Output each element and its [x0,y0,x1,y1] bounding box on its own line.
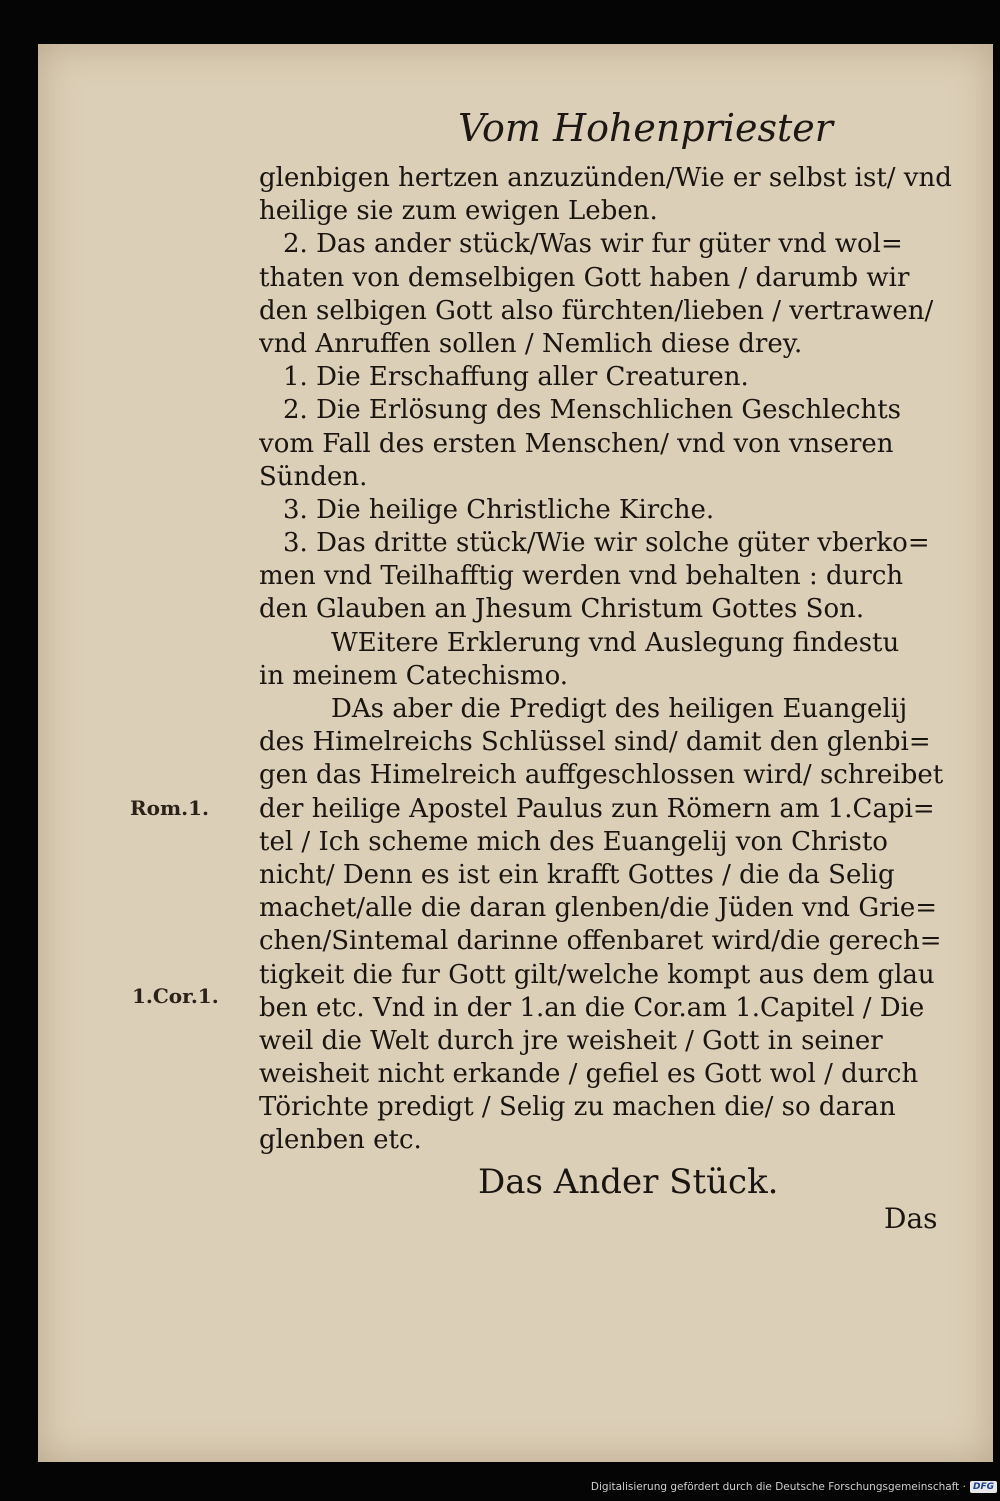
footer-bar [590,1478,997,1496]
footer-credit: Digitalisierung gefördert durch die Deutsche Forschungsgemeinschaft · [590,1481,966,1493]
text-line: tel / Ich scheme mich des Euangelij von Christo [259,826,888,857]
text-line: 2. Das ander stück/Was wir fur güter vnd wol= [283,229,903,260]
text-line: chen/Sintemal darinne offenbaret wird/die gerech= [259,926,942,957]
text-line: gen das Himelreich auffgeschlossen wird/ schreibet [259,760,944,791]
text-line: vnd Anruffen sollen / Nemlich diese drey. [259,328,803,359]
text-line: 3. Die heilige Christliche Kirche. [283,494,715,525]
text-line: tigkeit die fur Gott gilt/welche kompt aus dem glau [259,959,935,990]
text-line: Sünden. [259,461,368,492]
book-page [38,44,993,1462]
section-title: Das Ander Stück. [478,1162,779,1202]
text-line: den selbigen Gott also fürchten/lieben / vertrawen/ [259,295,934,326]
text-line: der heilige Apostel Paulus zun Römern am 1.Capi= [259,793,935,824]
text-line: thaten von demselbigen Gott haben / darumb wir [259,262,910,293]
text-line: in meinem Catechismo. [259,660,569,691]
text-line: machet/alle die daran glenben/die Jüden vnd Grie= [259,893,938,924]
text-line: weisheit nicht erkande / gefiel es Gott wol / durch [259,1059,919,1090]
text-line: nicht/ Denn es ist ein krafft Gottes / die da Selig [259,859,895,890]
text-line: den Glauben an Jhesum Christum Gottes Son. [259,594,865,625]
text-line: 1. Die Erschaffung aller Creaturen. [283,362,749,393]
text-line: vom Fall des ersten Menschen/ vnd von vnseren [259,428,894,459]
text-line: heilige sie zum ewigen Leben. [259,196,658,227]
text-line: des Himelreichs Schlüssel sind/ damit den glenbi= [259,727,931,758]
text-line: glenbigen hertzen anzuzünden/Wie er selbst ist/ vnd [259,163,952,193]
text-line: glenben etc. [259,1125,422,1156]
text-line: men vnd Teilhafftig werden vnd behalten : durch [259,561,904,592]
text-line: 2. Die Erlösung des Menschlichen Geschlechts [283,395,901,426]
text-line: 3. Das dritte stück/Wie wir solche güter vberko= [283,528,930,559]
text-line: WEitere Erklerung vnd Auslegung findestu [331,627,900,658]
text-line: weil die Welt durch jre weisheit / Gott in seiner [259,1025,883,1056]
dfg-logo-icon: DFG [970,1481,997,1493]
text-line: DAs aber die Predigt des heiligen Euangelij [331,694,908,724]
text-line: Törichte predigt / Selig zu machen die/ so daran [259,1092,896,1123]
text-line: ben etc. Vnd in der 1.an die Cor.am 1.Capitel / Die [259,992,925,1023]
margin-note-romans: Rom.1. [130,796,209,820]
catchword: Das [884,1202,938,1235]
margin-note-corinthians: 1.Cor.1. [132,984,219,1008]
running-head: Vom Hohenpriester [458,106,833,150]
body-text [259,162,959,1158]
